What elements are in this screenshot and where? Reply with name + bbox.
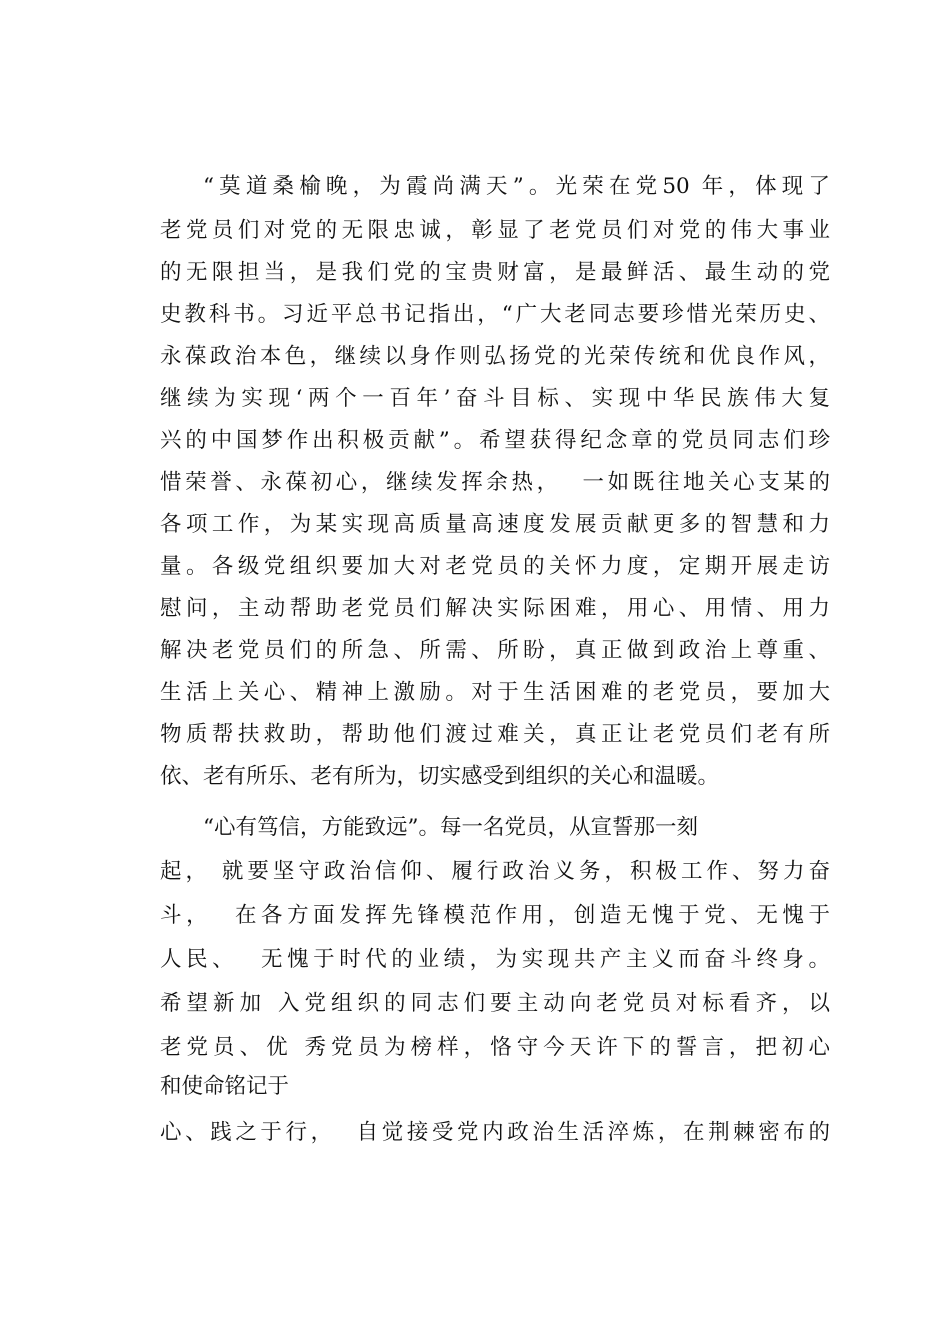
paragraph-line: 起， 就要坚守政治信仰、履行政治义务，积极工作、努力奋 (160, 859, 830, 884)
paragraph-line: 史教科书。习近平总书记指出，“广大老同志要珍惜光荣历史、 (160, 302, 830, 327)
paragraph-line: 依、老有所乐、老有所为，切实感受到组织的关心和温暖。 (160, 764, 720, 789)
paragraph-line: 量。各级党组织要加大对老党员的关怀力度，定期开展走访 (160, 554, 830, 579)
paragraph-line: 老党员们对党的无限忠诚，彰显了老党员们对党的伟大事业 (160, 218, 830, 243)
paragraph-line: 各项工作，为某实现高质量高速度发展贡献更多的智慧和力 (160, 512, 830, 537)
paragraph-line: 继续为实现‘两个一百年’奋斗目标、实现中华民族伟大复 (160, 386, 830, 411)
paragraph-line: “心有笃信，方能致远”。每一名党员，从宣誓那一刻 (203, 815, 698, 840)
paragraph-line: 老党员、优 秀党员为榜样，恪守今天许下的誓言，把初心 (160, 1035, 830, 1060)
paragraph-line: 生活上关心、精神上激励。对于生活困难的老党员，要加大 (160, 680, 830, 705)
paragraph-line: 物质帮扶救助，帮助他们渡过难关，真正让老党员们老有所 (160, 722, 830, 747)
paragraph-line: 慰问，主动帮助老党员们解决实际困难，用心、用情、用力 (160, 596, 830, 621)
paragraph-line: 惜荣誉、永葆初心，继续发挥余热， 一如既往地关心支某的 (160, 470, 830, 495)
paragraph-line: 的无限担当，是我们党的宝贵财富，是最鲜活、最生动的党 (160, 260, 830, 285)
paragraph-line: 心、践之于行， 自觉接受党内政治生活淬炼，在荆棘密布的 (160, 1120, 830, 1145)
paragraph-line: 兴的中国梦作出积极贡献”。希望获得纪念章的党员同志们珍 (160, 428, 830, 453)
paragraph-line: 希望新加 入党组织的同志们要主动向老党员对标看齐，以 (160, 991, 830, 1016)
paragraph-line: 永葆政治本色，继续以身作则弘扬党的光荣传统和优良作风， (160, 344, 830, 369)
paragraph-line: 解决老党员们的所急、所需、所盼，真正做到政治上尊重、 (160, 638, 830, 663)
paragraph-line: 和使命铭记于 (160, 1074, 290, 1099)
paragraph-line: “莫道桑榆晚，为霞尚满天”。光荣在党50 年，体现了 (203, 174, 830, 199)
paragraph-line: 人民、 无愧于时代的业绩，为实现共产主义而奋斗终身。 (160, 947, 830, 972)
paragraph-line: 斗， 在各方面发挥先锋模范作用，创造无愧于党、无愧于 (160, 903, 830, 928)
